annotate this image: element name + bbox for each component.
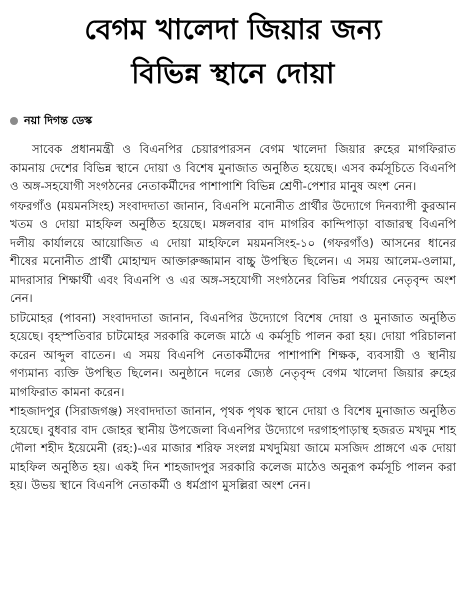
paragraph-shahjadpur: শাহজাদপুর (সিরাজগঞ্জ) সংবাদদাতা জানান, পৃথক পৃথক স্থানে দোয়া ও বিশেষ মুনাজাত অনুষ্ঠিত হয়েছে। বুধবার বাদ জোহর স্থানীয় উপজেলা বিএনপির উদ্যোগে দরগাহপাড়াস্থ হজরত মখদুম শাহ দৌলা শহীদ ইয়েমেনী (রহ:)-এর মাজার শরিফ সংলগ্ন মখদুমিয়া জামে মসজিদ প্রাঙ্গণে এক দোয়া মাহফিল অনুষ্ঠিত হয়। একই দিন শাহজাদপুর সরকারি কলেজ মাঠেও অনুরূপ কর্মসূচি পালন করা হয়। উভয় স্থানে বিএনপি নেতাকর্মী ও ধর্মপ্রাণ মুসল্লিরা অংশ নেন। — [10, 404, 456, 492]
byline — [10, 113, 466, 129]
paragraph-gafargaon: গফরগাঁও (ময়মনসিংহ) সংবাদদাতা জানান, বিএনপি মনোনীত প্রার্থীর উদ্যোগে দিনব্যাপী কুরআন খতম ও দোয়া মাহফিল অনুষ্ঠিত হয়েছে। মঙ্গলবার বাদ মাগরিব কান্দিপাড়া বাজারস্থ বিএনপি দলীয় কার্যালয়ে আয়োজিত এ দোয়া মাহফিলে ময়মনসিংহ-১০ (গফরগাঁও) আসনের ধানের শীষের মনোনীত প্রার্থী মোহাম্মদ আক্তারুজ্জামান বাচ্চু উপস্থিত ছিলেন। এ সময় আলেম-ওলামা, মাদরাসার শিক্ষার্থী এবং বিএনপি ও এর অঙ্গ-সহযোগী সংগঠনের বিভিন্ন পর্যায়ের নেতৃবৃন্দ অংশ নেন। — [10, 198, 456, 305]
paragraph-chatmohar: চাটমোহর (পাবনা) সংবাদদাতা জানান, বিএনপির উদ্যোগে বিশেষ দোয়া ও মুনাজাত অনুষ্ঠিত হয়েছে। বৃহস্পতিবার চাটমোহর সরকারি কলেজ মাঠে এ কর্মসূচি পালন করা হয়। দোয়া পরিচালনা করেন আব্দুল বাতেন। এ সময় বিএনপি নেতাকর্মীদের পাশাপাশি শিক্ষক, ব্যবসায়ী ও স্থানীয় গণ্যমান্য ব্যক্তি উপস্থিত ছিলেন। অনুষ্ঠানে দলের জ্যেষ্ঠ নেতৃবৃন্দ বেগম খালেদা জিয়ার রুহের মাগফিরাত কামনা করেন। — [10, 310, 456, 399]
article-body — [10, 140, 456, 496]
headline-line-1: বেগম খালেদা জিয়ার জন্য — [84, 13, 382, 46]
headline-line-2: বিভিন্ন স্থানে দোয়া — [131, 57, 335, 90]
headline — [0, 0, 466, 96]
byline-desk: নয়া দিগন্ত ডেস্ক — [24, 113, 93, 127]
paragraph-intro: সাবেক প্রধানমন্ত্রী ও বিএনপির চেয়ারপারসন বেগম খালেদা জিয়ার রুহের মাগফিরাত কামনায় দেশের বিভিন্ন স্থানে দোয়া ও বিশেষ মুনাজাত অনুষ্ঠিত হয়েছে। এসব কর্মসূচিতে বিএনপি ও অঙ্গ-সহযোগী সংগঠনের নেতাকর্মীদের পাশাপাশি বিভিন্ন শ্রেণী-পেশার মানুষ অংশ নেন। — [10, 142, 456, 193]
bullet-icon — [10, 117, 18, 125]
